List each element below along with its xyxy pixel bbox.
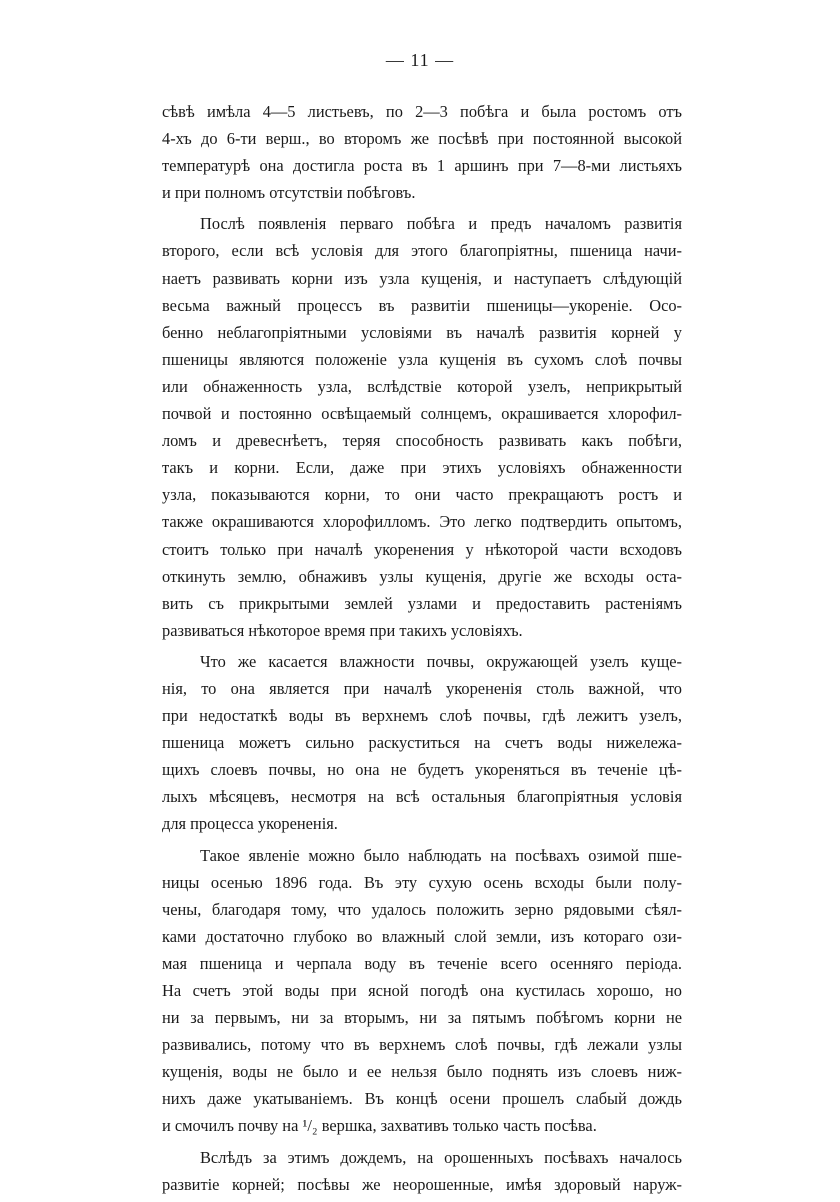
- text-line: Что же касается влажности почвы, окружающей узелъ куще-: [200, 651, 682, 671]
- text-line: щихъ слоевъ почвы, но она не будетъ укореняться въ теченіе цѣ-: [162, 760, 682, 780]
- text-line: ломъ и древеснѣетъ, теряя способность развивать какъ побѣги,: [162, 431, 682, 451]
- text-line: развивались, потому что въ верхнемъ слоѣ почвы, гдѣ лежали узлы: [162, 1035, 682, 1055]
- text-line: при недостаткѣ воды въ верхнемъ слоѣ почвы, гдѣ лежитъ узелъ,: [162, 706, 682, 726]
- text-line: мая пшеница и черпала воду въ теченіе всего осенняго періода.: [162, 953, 682, 973]
- text-line: такъ и корни. Если, даже при этихъ условіяхъ обнаженности: [162, 458, 682, 478]
- text-line: кущенія, воды не было и ее нельзя было поднять изъ слоевъ ниж-: [162, 1062, 682, 1082]
- text-line: стоитъ только при началѣ укоренения у нѣкоторой части всходовъ: [162, 539, 682, 559]
- text-line: второго, если всѣ условія для этого благопріятны, пшеница начи-: [162, 241, 682, 261]
- text-line: Такое явленіе можно было наблюдать на посѣвахъ озимой пше-: [200, 845, 682, 865]
- text-line: развитіе корней; посѣвы же неорошенные, имѣя здоровый наруж-: [162, 1174, 682, 1194]
- text-line: ками достаточно глубоко во влажный слой земли, изъ котораго ози-: [162, 926, 682, 946]
- text-line: 4-хъ до 6-ти верш., во второмъ же посѣвѣ при постоянной высокой: [162, 129, 682, 149]
- body-text: [162, 98, 682, 1202]
- text-line: или обнаженность узла, вслѣдствіе которой узелъ, неприкрытый: [162, 376, 682, 396]
- paragraph-2: [162, 210, 682, 644]
- text-line: На счетъ этой воды при ясной погодѣ она кустилась хорошо, но: [162, 981, 682, 1000]
- text-line: также окрашиваются хлорофилломъ. Это легко подтвердить опытомъ,: [162, 512, 682, 532]
- text-line: пшеницы являются положеніе узла кущенія въ сухомъ слоѣ почвы: [162, 349, 682, 369]
- text-line: вить съ прикрытыми землей узлами и предоставить растеніямъ: [162, 593, 682, 613]
- text-line: нихъ даже укатываніемъ. Въ концѣ осени прошелъ слабый дождь: [162, 1089, 682, 1109]
- text-line: Послѣ появленія перваго побѣга и предъ началомъ развитія: [200, 214, 682, 234]
- text-line: лыхъ мѣсяцевъ, несмотря на всѣ остальныя благопріятныя условія: [162, 787, 682, 807]
- text-line: откинуть землю, обнаживъ узлы кущенія, другіе же всходы оста-: [162, 566, 682, 586]
- text-line: узла, показываются корни, то они часто прекращаютъ ростъ и: [162, 485, 682, 505]
- text-line: наетъ развивать корни изъ узла кущенія, и наступаетъ слѣдующій: [162, 268, 682, 288]
- paragraph-4: [162, 842, 682, 1140]
- text-line: развиваться нѣкоторое время при такихъ условіяхъ.: [162, 620, 523, 640]
- paragraph-5: [162, 1144, 682, 1198]
- text-line: нія, то она является при началѣ укорененія столь важной, что: [162, 678, 682, 698]
- text-line: Вслѣдъ за этимъ дождемъ, на орошенныхъ посѣвахъ началось: [200, 1147, 682, 1167]
- text-line: и при полномъ отсутствіи побѣговъ.: [162, 183, 416, 203]
- text-line: бенно неблагопріятными условіями въ началѣ развитія корней у: [162, 322, 682, 342]
- text-line: температурѣ она достигла роста въ 1 аршинъ при 7—8-ми листьяхъ: [162, 156, 682, 176]
- text-line: почвой и постоянно освѣщаемый солнцемъ, окрашивается хлорофил-: [162, 404, 682, 424]
- paragraph-1: [162, 98, 682, 206]
- page-number: — 11 —: [385, 50, 455, 70]
- text-line: и смочилъ почву на ¹/₂ вершка, захвативъ только часть посѣва.: [162, 1116, 597, 1136]
- paragraph-3: [162, 648, 682, 838]
- text-line: весьма важный процессъ въ развитіи пшеницы—укореніе. Осо-: [162, 295, 682, 315]
- text-line: ни за первымъ, ни за вторымъ, ни за пятымъ побѣгомъ корни не: [162, 1008, 682, 1028]
- text-line: для процесса укорененія.: [162, 814, 338, 834]
- text-line: сѣвѣ имѣла 4—5 листьевъ, по 2—3 побѣга и была ростомъ отъ: [162, 102, 682, 121]
- text-line: ницы осенью 1896 года. Въ эту сухую осень всходы были полу-: [162, 872, 682, 892]
- text-line: пшеница можетъ сильно раскуститься на счетъ воды нижележа-: [162, 733, 682, 753]
- text-line: чены, благодаря тому, что удалось положить зерно рядовыми сѣял-: [162, 899, 682, 919]
